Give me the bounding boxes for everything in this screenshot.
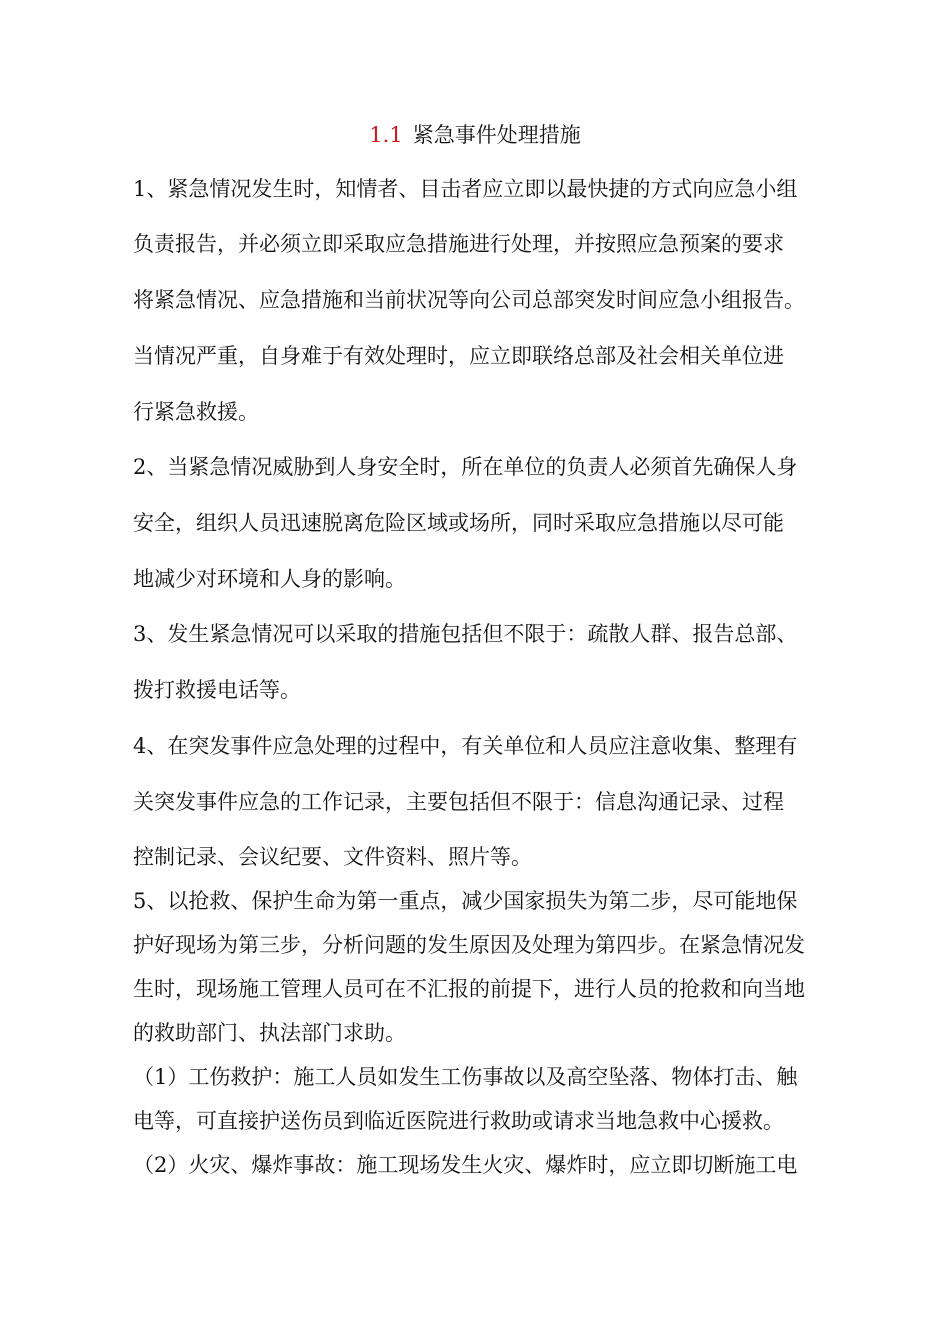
section-number: 1.1: [369, 123, 403, 147]
body-line: 4、在突发事件应急处理的过程中，有关单位和人员应注意收集、整理有: [133, 734, 798, 758]
body-line: （1）工伤救护：施工人员如发生工伤事故以及高空坠落、物体打击、触: [133, 1065, 798, 1089]
body-line: 电等，可直接护送伤员到临近医院进行救助或请求当地急救中心援救。: [133, 1109, 784, 1133]
section-heading: [0, 120, 950, 150]
body-line: 控制记录、会议纪要、文件资料、照片等。: [133, 845, 532, 869]
body-line: 安全，组织人员迅速脱离危险区域或场所，同时采取应急措施以尽可能: [133, 511, 784, 535]
body-line: 的救助部门、执法部门求助。: [133, 1021, 406, 1045]
body-line: 生时，现场施工管理人员可在不汇报的前提下，进行人员的抢救和向当地: [133, 977, 805, 1001]
body-line: 将紧急情况、应急措施和当前状况等向公司总部突发时间应急小组报告。: [133, 288, 805, 312]
body-line: 地减少对环境和人身的影响。: [133, 567, 406, 591]
body-line: 5、以抢救、保护生命为第一重点，减少国家损失为第二步，尽可能地保: [133, 889, 798, 913]
body-line: 行紧急救援。: [133, 400, 259, 424]
body-line: （2）火灾、爆炸事故：施工现场发生火灾、爆炸时，应立即切断施工电: [133, 1153, 798, 1177]
body-line: 2、当紧急情况威胁到人身安全时，所在单位的负责人必须首先确保人身: [133, 455, 798, 479]
body-line: 1、紧急情况发生时，知情者、目击者应立即以最快捷的方式向应急小组: [133, 177, 798, 201]
section-title: 紧急事件处理措施: [412, 123, 581, 147]
body-line: 关突发事件应急的工作记录，主要包括但不限于：信息沟通记录、过程: [133, 790, 784, 814]
body-line: 拨打救援电话等。: [133, 678, 301, 702]
body-line: 当情况严重，自身难于有效处理时，应立即联络总部及社会相关单位进: [133, 344, 784, 368]
body-line: 护好现场为第三步，分析问题的发生原因及处理为第四步。在紧急情况发: [133, 933, 805, 957]
body-line: 负责报告，并必须立即采取应急措施进行处理，并按照应急预案的要求: [133, 232, 784, 256]
body-line: 3、发生紧急情况可以采取的措施包括但不限于：疏散人群、报告总部、: [133, 622, 798, 646]
